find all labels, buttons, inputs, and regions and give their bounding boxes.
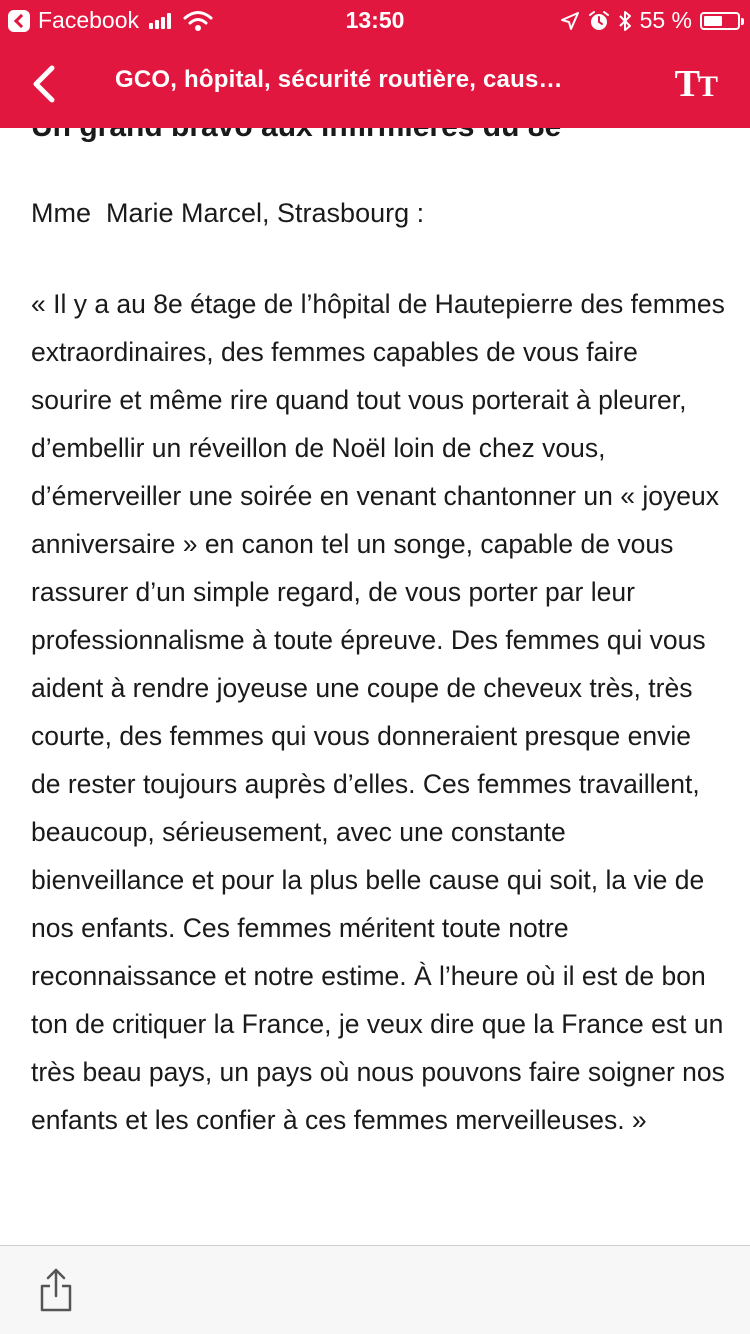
status-right — [560, 7, 740, 34]
nav-title: GCO, hôpital, sécurité routière, caus… — [115, 66, 563, 93]
nav-bar — [0, 40, 750, 128]
battery-icon — [700, 12, 740, 30]
battery-fill — [704, 16, 722, 26]
chevron-left-icon[interactable] — [22, 60, 70, 108]
bottom-toolbar — [0, 1245, 750, 1334]
text-size-button[interactable] — [675, 62, 716, 106]
bluetooth-icon — [618, 10, 632, 32]
article-author: Mme Marie Marcel, Strasbourg : — [31, 198, 425, 228]
text-size-icon-small: T — [697, 70, 716, 103]
status-bar — [0, 0, 750, 40]
share-icon[interactable] — [36, 1266, 76, 1314]
location-arrow-icon — [560, 11, 580, 31]
article-content[interactable] — [0, 100, 750, 1245]
alarm-icon — [588, 10, 610, 32]
article-body: « Il y a au 8e étage de l’hôpital de Hautepierre des femmes extraordinaires, des femmes capables de vous faire sourire et même rire quand tout vous porterait à pleurer, d’embellir un réveillon de Noël loin de chez vous, d’émerveiller une soirée en venant chantonner un « joyeux anniversaire » en canon tel un songe, capable de vous rassurer d’un simple regard, de vous porter par leur professionnalisme à toute épreuve. Des femmes qui vous aident à rendre joyeuse une coupe de cheveux très, très courte, des femmes qui vous donneraient presque envie de rester toujours auprès d’elles. Ces femmes travaillent, beaucoup, sérieusement, avec une constante bienveillance et pour la plus belle cause qui soit, la vie de nos enfants. Ces femmes méritent toute notre reconnaissance et notre estime. À l’heure où il est de bon ton de critiquer la France, je veux dire que la France est un très beau pays, un pays où nous pouvons faire soigner nos enfants et les confier à ces femmes merveilleuses. » — [31, 289, 725, 1135]
text-size-icon-big: T — [674, 63, 698, 105]
status-time: 13:50 — [345, 7, 405, 33]
back-to-app-label[interactable]: Facebook — [38, 7, 140, 33]
battery-percent: 55 % — [639, 7, 692, 33]
